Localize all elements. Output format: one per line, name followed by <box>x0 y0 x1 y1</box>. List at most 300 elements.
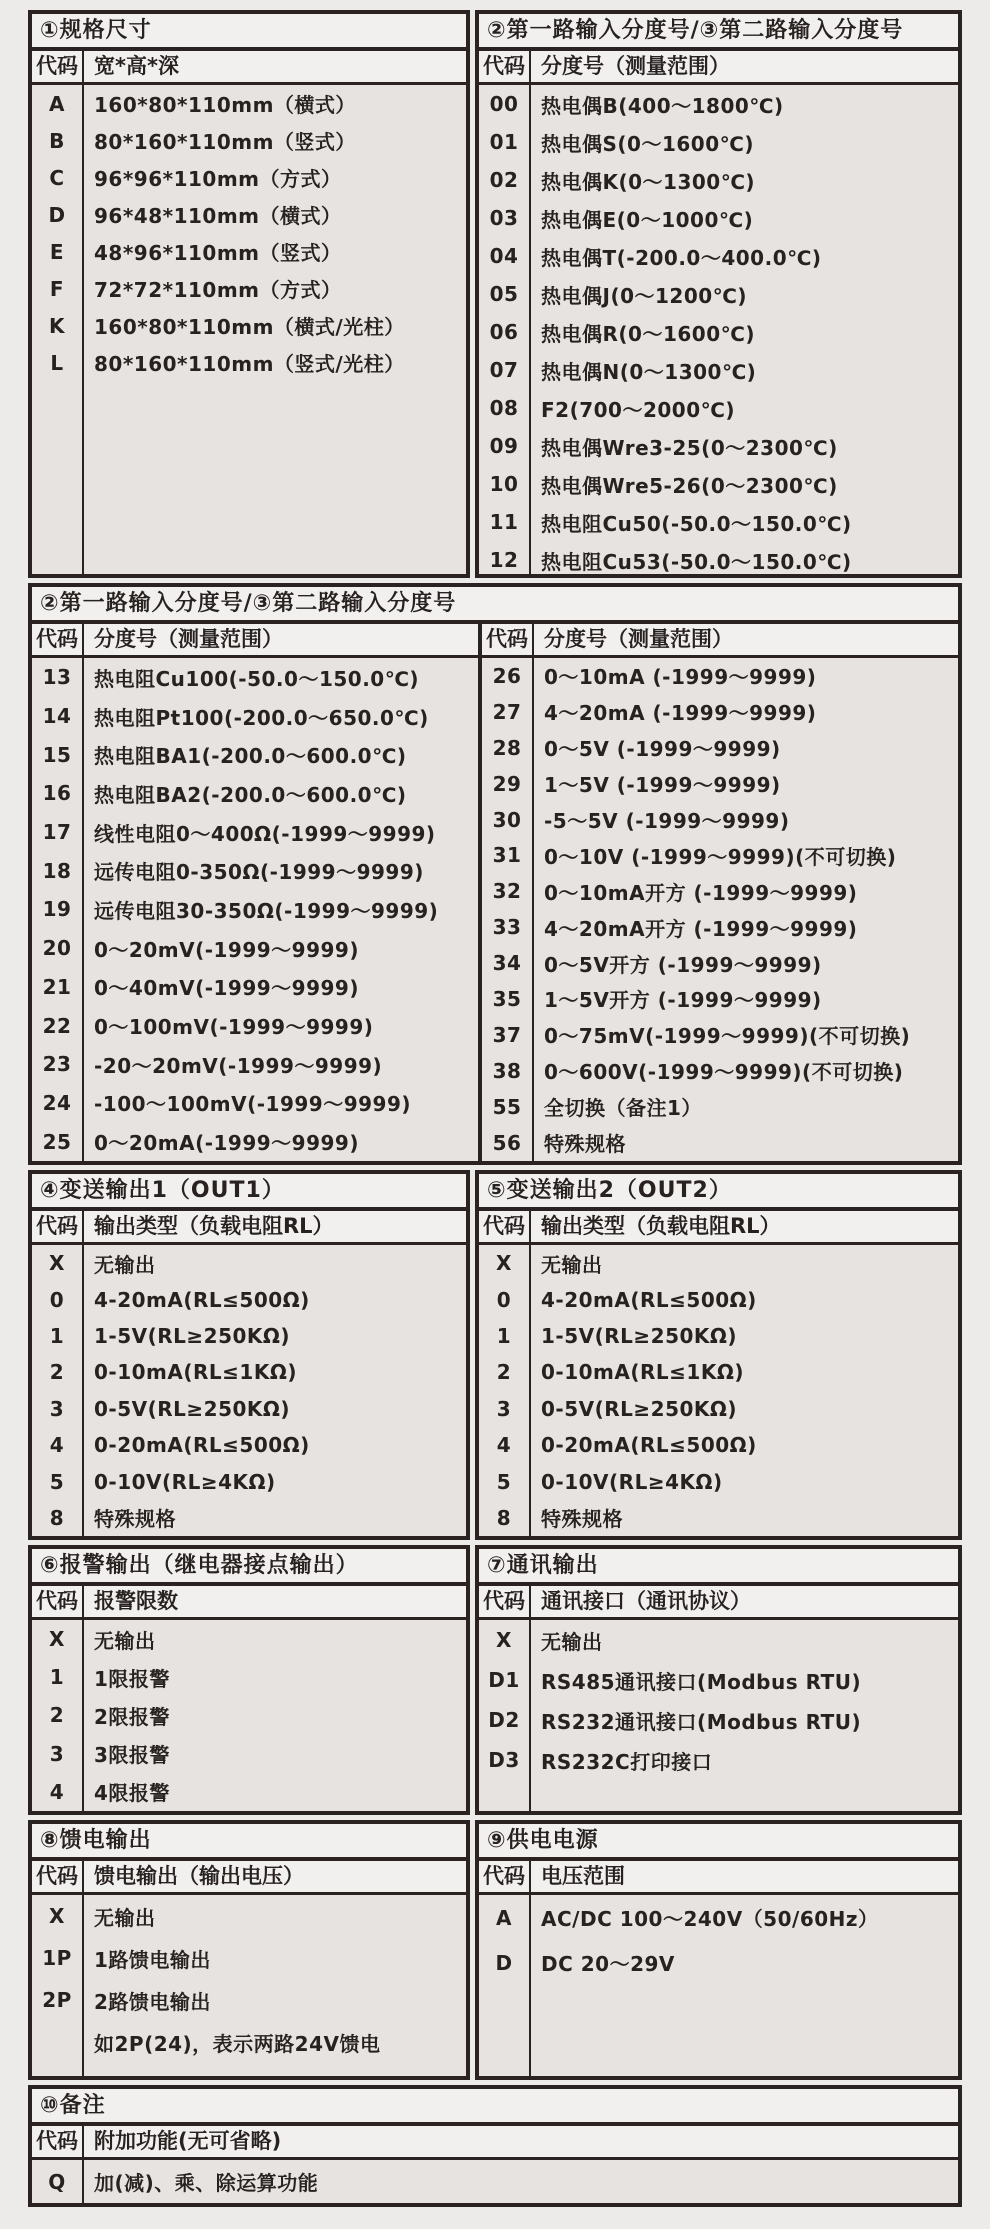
table-row <box>479 541 958 574</box>
table-row <box>32 1658 466 1696</box>
row-code: 1 <box>496 1323 512 1348</box>
row-code: 8 <box>496 1505 512 1530</box>
row-code: X <box>496 1628 512 1652</box>
row-desc: 1-5V(RL≥250KΩ) <box>94 1323 291 1348</box>
table-body <box>32 1895 466 2076</box>
row-desc: 无输出 <box>541 1629 603 1654</box>
row-code: 10 <box>489 472 519 496</box>
section-input-range-mid <box>28 583 962 1165</box>
row-code: 33 <box>492 915 522 940</box>
row-desc: 160*80*110mm（横式） <box>94 93 356 117</box>
row-desc: 热电偶T(-200.0～400.0℃) <box>541 245 822 270</box>
table-row <box>32 658 478 697</box>
row-code: 23 <box>42 1052 72 1077</box>
row-code: 2P <box>42 1988 72 2012</box>
table-header <box>32 624 478 658</box>
row-desc: -100～100mV(-1999～9999) <box>94 1092 412 1117</box>
row-code: 21 <box>42 974 72 999</box>
row-desc: 无输出 <box>541 1252 603 1277</box>
table-row <box>32 85 466 122</box>
row-code: 0 <box>496 1287 512 1312</box>
row-desc: 1～5V (-1999～9999) <box>544 773 781 798</box>
table-header <box>479 1861 958 1895</box>
row-code: 26 <box>492 663 522 688</box>
row-desc: 4～20mA (-1999～9999) <box>544 701 817 726</box>
column-header-code: 代码 <box>483 1214 525 1238</box>
row-code: 55 <box>492 1094 522 1119</box>
column-header-code: 代码 <box>36 1214 78 1238</box>
row-desc: 4～20mA开方 (-1999～9999) <box>544 916 858 941</box>
row-code: 32 <box>492 879 522 904</box>
table-row <box>479 1427 958 1463</box>
row-desc: 热电偶E(0～1000℃) <box>541 207 754 232</box>
table-row <box>32 1895 466 1937</box>
row-code: 30 <box>492 807 522 832</box>
row-desc: 热电阻Cu53(-50.0～150.0℃) <box>541 549 852 574</box>
table-row <box>479 1281 958 1317</box>
row-code: 1 <box>49 1323 65 1348</box>
row-code: 2 <box>49 1703 65 1728</box>
block-notes <box>28 2085 962 2207</box>
row-desc: 热电偶R(0～1600℃) <box>541 321 755 346</box>
row-code: X <box>49 1251 65 1276</box>
table-row <box>479 427 958 465</box>
section-title: ⑥报警输出（继电器接点输出） <box>32 1549 466 1586</box>
section-feed-output <box>28 1820 470 2080</box>
row-desc: 0～10mA开方 (-1999～9999) <box>544 880 858 905</box>
row-desc: 热电偶Wre3-25(0～2300℃) <box>541 435 838 460</box>
column-header-code: 代码 <box>36 54 78 78</box>
row-code: D1 <box>488 1668 520 1692</box>
section-input-range-top <box>475 10 962 578</box>
row-code: 13 <box>42 665 72 690</box>
row-code: 5 <box>49 1469 65 1494</box>
column-header-desc: 通讯接口（通讯协议） <box>541 1589 751 1613</box>
column-header-desc: 分度号（测量范围） <box>94 627 283 651</box>
table-body <box>32 2160 958 2203</box>
table-row <box>482 1125 958 1161</box>
table-row <box>32 1620 466 1658</box>
row-desc: 72*72*110mm（方式） <box>94 278 342 302</box>
table-header <box>32 1861 466 1895</box>
column-header-desc: 报警限数 <box>94 1589 178 1613</box>
row-desc: 热电阻BA2(-200.0～600.0℃) <box>94 782 407 807</box>
row-code: A <box>496 1905 512 1930</box>
table-row <box>479 1940 958 1985</box>
column-header-code: 代码 <box>483 54 525 78</box>
row-code: 3 <box>49 1396 65 1421</box>
column-header-code: 代码 <box>36 1864 78 1888</box>
table-row <box>32 270 466 307</box>
section-title: ⑩备注 <box>32 2089 958 2126</box>
table-row <box>479 1354 958 1390</box>
row-code: 56 <box>492 1130 522 1155</box>
row-code: 06 <box>489 320 519 344</box>
row-desc: 特殊规格 <box>94 1507 176 1532</box>
table-body <box>32 658 478 1161</box>
row-code: 12 <box>489 548 519 572</box>
section-spec-size <box>28 10 470 578</box>
row-desc: 热电阻BA1(-200.0～600.0℃) <box>94 744 407 769</box>
row-desc: 1限报警 <box>94 1666 170 1691</box>
table-row <box>479 1391 958 1427</box>
row-desc: 48*96*110mm（竖式） <box>94 241 342 265</box>
row-code: 04 <box>489 244 519 268</box>
table-row <box>482 1089 958 1125</box>
table-row <box>32 1084 478 1123</box>
table-row <box>479 1660 958 1700</box>
row-desc: 0～100mV(-1999～9999) <box>94 1015 374 1040</box>
row-code: 11 <box>489 510 519 534</box>
row-code: D3 <box>488 1748 520 1772</box>
row-desc: 0-10V(RL≥4KΩ) <box>94 1469 276 1494</box>
table-row <box>479 275 958 313</box>
row-desc: 如2P(24)，表示两路24V馈电 <box>94 2031 381 2056</box>
table-row <box>32 159 466 196</box>
section-title: ⑤变送输出2（OUT2） <box>479 1174 958 1211</box>
row-code: 1P <box>42 1946 72 1970</box>
row-code: 05 <box>489 282 519 306</box>
row-code: 31 <box>492 843 522 868</box>
block-alarm-and-comm <box>28 1545 962 1815</box>
row-desc: 0～40mV(-1999～9999) <box>94 976 359 1001</box>
table-row <box>482 730 958 766</box>
row-code: F <box>49 276 65 301</box>
table-row <box>479 389 958 427</box>
table-row <box>479 1620 958 1660</box>
column-header-desc: 分度号（测量范围） <box>541 54 730 78</box>
row-desc: 0-10mA(RL≤1KΩ) <box>541 1360 744 1385</box>
column-header-desc: 输出类型（负载电阻RL） <box>94 1214 334 1238</box>
row-code: 3 <box>49 1741 65 1766</box>
table-row <box>479 503 958 541</box>
row-desc: 热电偶Wre5-26(0～2300℃) <box>541 473 838 498</box>
row-code: 4 <box>496 1433 512 1458</box>
table-row <box>479 123 958 161</box>
row-code: 15 <box>42 742 72 767</box>
row-code: X <box>496 1251 512 1276</box>
row-desc: 0～600V(-1999～9999)(不可切换) <box>544 1060 904 1085</box>
row-code: 03 <box>489 206 519 230</box>
table-row <box>32 735 478 774</box>
row-code: 35 <box>492 986 522 1011</box>
block-spec-and-input <box>28 10 962 578</box>
section-comm-output <box>475 1545 962 1815</box>
row-desc: 3限报警 <box>94 1743 170 1768</box>
column-header-code: 代码 <box>483 1589 525 1613</box>
row-desc: 特殊规格 <box>544 1132 626 1157</box>
table-row <box>32 344 466 381</box>
row-code: 3 <box>496 1396 512 1421</box>
table-row <box>482 909 958 945</box>
table-row <box>32 1463 466 1499</box>
row-desc: 0-10V(RL≥4KΩ) <box>541 1469 723 1494</box>
row-desc: 2路馈电输出 <box>94 1989 211 2014</box>
row-desc: 无输出 <box>94 1905 156 1930</box>
row-desc: 4限报警 <box>94 1781 170 1806</box>
row-desc: 0-5V(RL≥250KΩ) <box>94 1396 291 1421</box>
table-row <box>32 307 466 344</box>
column-header-code: 代码 <box>36 2129 78 2153</box>
row-desc: 0～10mA (-1999～9999) <box>544 665 817 690</box>
row-code: 5 <box>496 1469 512 1494</box>
table-body <box>32 85 466 574</box>
row-code: 07 <box>489 358 519 382</box>
row-code: 24 <box>42 1090 72 1115</box>
table-row <box>482 837 958 873</box>
row-code: 25 <box>42 1129 72 1154</box>
table-row <box>479 199 958 237</box>
row-desc: 无输出 <box>94 1628 156 1653</box>
column-header-code: 代码 <box>486 627 528 651</box>
table-row <box>479 237 958 275</box>
row-code: 27 <box>492 699 522 724</box>
table-row <box>479 465 958 503</box>
table-row <box>32 813 478 852</box>
table-row <box>482 981 958 1017</box>
row-desc: RS232C打印接口 <box>541 1749 713 1774</box>
table-row <box>32 1773 466 1811</box>
row-code: 00 <box>489 92 519 116</box>
block-input-continued <box>28 583 962 1165</box>
row-desc: 0-20mA(RL≤500Ω) <box>541 1433 757 1458</box>
row-code: 17 <box>42 820 72 845</box>
row-desc: 160*80*110mm（横式/光柱） <box>94 315 405 339</box>
row-desc: RS232通讯接口(Modbus RTU) <box>541 1709 862 1734</box>
column-header-code: 代码 <box>36 627 78 651</box>
table-row <box>32 1979 466 2021</box>
row-code: D <box>48 202 66 227</box>
row-code: B <box>49 128 65 153</box>
table-row <box>482 694 958 730</box>
table-row <box>482 873 958 909</box>
table-body <box>479 1895 958 2076</box>
table-body <box>479 85 958 574</box>
pane-right <box>482 624 958 1161</box>
table-header <box>479 51 958 85</box>
row-desc: 远传电阻0-350Ω(-1999～9999) <box>94 860 424 885</box>
row-code: 0 <box>49 1287 65 1312</box>
row-code: 28 <box>492 735 522 760</box>
table-row <box>32 968 478 1007</box>
row-desc: 0～20mA(-1999～9999) <box>94 1131 359 1156</box>
row-code: 38 <box>492 1058 522 1083</box>
row-desc: 热电偶J(0～1200℃) <box>541 283 748 308</box>
row-code: E <box>49 239 65 264</box>
section-out2 <box>475 1170 962 1540</box>
table-row <box>32 890 478 929</box>
row-desc: 特殊规格 <box>541 1507 623 1532</box>
table-header <box>32 1211 466 1245</box>
row-desc: DC 20～29V <box>541 1952 675 1976</box>
section-notes <box>28 2085 962 2207</box>
table-row <box>479 1895 958 1940</box>
row-code: 37 <box>492 1022 522 1047</box>
row-desc: 1～5V开方 (-1999～9999) <box>544 988 822 1013</box>
row-code: 8 <box>49 1505 65 1530</box>
table-row <box>482 1017 958 1053</box>
row-code: D <box>495 1950 513 1975</box>
row-code: 2 <box>496 1360 512 1385</box>
table-row <box>479 313 958 351</box>
row-code: 22 <box>42 1013 72 1038</box>
table-body <box>479 1620 958 1811</box>
row-desc: 4-20mA(RL≤500Ω) <box>94 1287 310 1312</box>
row-desc: 2限报警 <box>94 1704 170 1729</box>
row-desc: 96*96*110mm（方式） <box>94 167 342 191</box>
block-feed-and-power <box>28 1820 962 2080</box>
section-title: ⑧馈电输出 <box>32 1824 466 1861</box>
table-row <box>32 1318 466 1354</box>
row-desc: 远传电阻30-350Ω(-1999～9999) <box>94 898 439 923</box>
table-row <box>32 122 466 159</box>
pane-left <box>32 624 482 1161</box>
row-desc: 80*160*110mm（竖式/光柱） <box>94 352 405 376</box>
table-row <box>32 196 466 233</box>
row-desc: 热电阻Cu50(-50.0～150.0℃) <box>541 511 852 536</box>
table-row <box>479 1500 958 1536</box>
table-row <box>482 658 958 694</box>
row-desc: 0～5V开方 (-1999～9999) <box>544 952 822 977</box>
row-desc: 0～75mV(-1999～9999)(不可切换) <box>544 1024 911 1049</box>
row-desc: 0～5V (-1999～9999) <box>544 737 781 762</box>
row-desc: F2(700～2000℃) <box>541 397 735 422</box>
table-row <box>479 1245 958 1281</box>
table-header <box>32 2126 958 2160</box>
table-row <box>32 1427 466 1463</box>
row-desc: AC/DC 100～240V（50/60Hz） <box>541 1907 879 1931</box>
row-code: 4 <box>49 1433 65 1458</box>
row-code: 09 <box>489 434 519 458</box>
table-row <box>32 1354 466 1390</box>
section-power-supply <box>475 1820 962 2080</box>
column-header-code: 代码 <box>36 1589 78 1613</box>
block-transmit-outputs <box>28 1170 962 1540</box>
row-desc: 热电阻Cu100(-50.0～150.0℃) <box>94 666 420 691</box>
row-code: 4 <box>49 1779 65 1804</box>
table-row <box>482 945 958 981</box>
row-desc: 无输出 <box>94 1252 156 1277</box>
table-header <box>482 624 958 658</box>
row-desc: 0～20mV(-1999～9999) <box>94 937 359 962</box>
row-code: L <box>50 350 64 375</box>
table-header <box>32 51 466 85</box>
row-desc: 1路馈电输出 <box>94 1947 211 1972</box>
row-code: 2 <box>49 1360 65 1385</box>
table-row <box>479 85 958 123</box>
row-desc: 0-20mA(RL≤500Ω) <box>94 1433 310 1458</box>
table-row <box>32 1735 466 1773</box>
row-code: 14 <box>42 704 72 729</box>
section-title: ④变送输出1（OUT1） <box>32 1174 466 1211</box>
row-code: D2 <box>488 1708 520 1732</box>
row-desc: 加(减)、乘、除运算功能 <box>94 2171 319 2195</box>
row-desc: 80*160*110mm（竖式） <box>94 130 356 154</box>
section-title: ⑦通讯输出 <box>479 1549 958 1586</box>
table-row <box>32 1500 466 1536</box>
table-row <box>482 802 958 838</box>
row-code: 34 <box>492 951 522 976</box>
ordering-code-sheet <box>28 10 962 2212</box>
table-row <box>482 766 958 802</box>
section-title: ②第一路输入分度号/③第二路输入分度号 <box>479 14 958 51</box>
table-row <box>32 851 478 890</box>
table-row <box>32 774 478 813</box>
table-body <box>32 1620 466 1811</box>
row-desc: -5～5V (-1999～9999) <box>544 809 790 833</box>
table-row <box>479 351 958 389</box>
column-header-desc: 分度号（测量范围） <box>544 627 733 651</box>
table-row <box>32 1696 466 1734</box>
column-header-desc: 输出类型（负载电阻RL） <box>541 1214 781 1238</box>
table-row <box>479 1740 958 1780</box>
row-code: C <box>49 165 65 190</box>
table-row <box>32 1006 478 1045</box>
table-header <box>479 1586 958 1620</box>
row-code: 02 <box>489 168 519 192</box>
column-header-desc: 馈电输出（输出电压） <box>94 1864 304 1888</box>
row-desc: 热电偶S(0～1600℃) <box>541 131 754 156</box>
table-row <box>479 1318 958 1354</box>
table-row <box>32 1937 466 1979</box>
table-row <box>32 697 478 736</box>
table-row <box>32 1281 466 1317</box>
row-desc: -20～20mV(-1999～9999) <box>94 1053 383 1078</box>
section-title: ①规格尺寸 <box>32 14 466 51</box>
row-code: 1 <box>49 1665 65 1690</box>
row-desc: 热电偶B(400～1800℃) <box>541 93 784 118</box>
row-code: 20 <box>42 936 72 961</box>
table-row <box>482 1053 958 1089</box>
table-row <box>32 1045 478 1084</box>
row-code: X <box>49 1904 65 1928</box>
column-header-desc: 电压范围 <box>541 1864 625 1888</box>
row-desc: 0-10mA(RL≤1KΩ) <box>94 1360 297 1385</box>
row-code: A <box>49 91 65 116</box>
row-code: X <box>49 1627 65 1652</box>
row-desc: 线性电阻0～400Ω(-1999～9999) <box>94 821 436 846</box>
section-alarm-output <box>28 1545 470 1815</box>
row-desc: 热电阻Pt100(-200.0～650.0℃) <box>94 705 429 730</box>
row-code: 18 <box>42 858 72 883</box>
table-row <box>479 1700 958 1740</box>
table-row <box>32 2021 466 2063</box>
table-row <box>479 1463 958 1499</box>
row-desc: 0～10V (-1999～9999)(不可切换) <box>544 844 897 869</box>
row-desc: 4-20mA(RL≤500Ω) <box>541 1287 757 1312</box>
table-header <box>32 1586 466 1620</box>
table-body <box>482 658 958 1161</box>
row-code: Q <box>48 2169 66 2194</box>
table-row <box>32 1122 478 1161</box>
table-row <box>479 161 958 199</box>
row-code: 29 <box>492 771 522 796</box>
row-desc: 全切换（备注1） <box>544 1096 702 1121</box>
table-row <box>32 1391 466 1427</box>
banner-input-range: ②第一路输入分度号/③第二路输入分度号 <box>32 587 958 624</box>
table-row <box>32 233 466 270</box>
row-desc: 热电偶K(0～1300℃) <box>541 169 756 194</box>
row-desc: 1-5V(RL≥250KΩ) <box>541 1323 738 1348</box>
row-code: 08 <box>489 396 519 420</box>
table-header <box>479 1211 958 1245</box>
row-desc: 96*48*110mm（横式） <box>94 204 342 228</box>
row-desc: 热电偶N(0～1300℃) <box>541 359 757 384</box>
row-code: K <box>49 313 65 338</box>
table-body <box>32 1245 466 1536</box>
split-panes <box>32 624 958 1161</box>
row-code: 01 <box>489 130 519 154</box>
